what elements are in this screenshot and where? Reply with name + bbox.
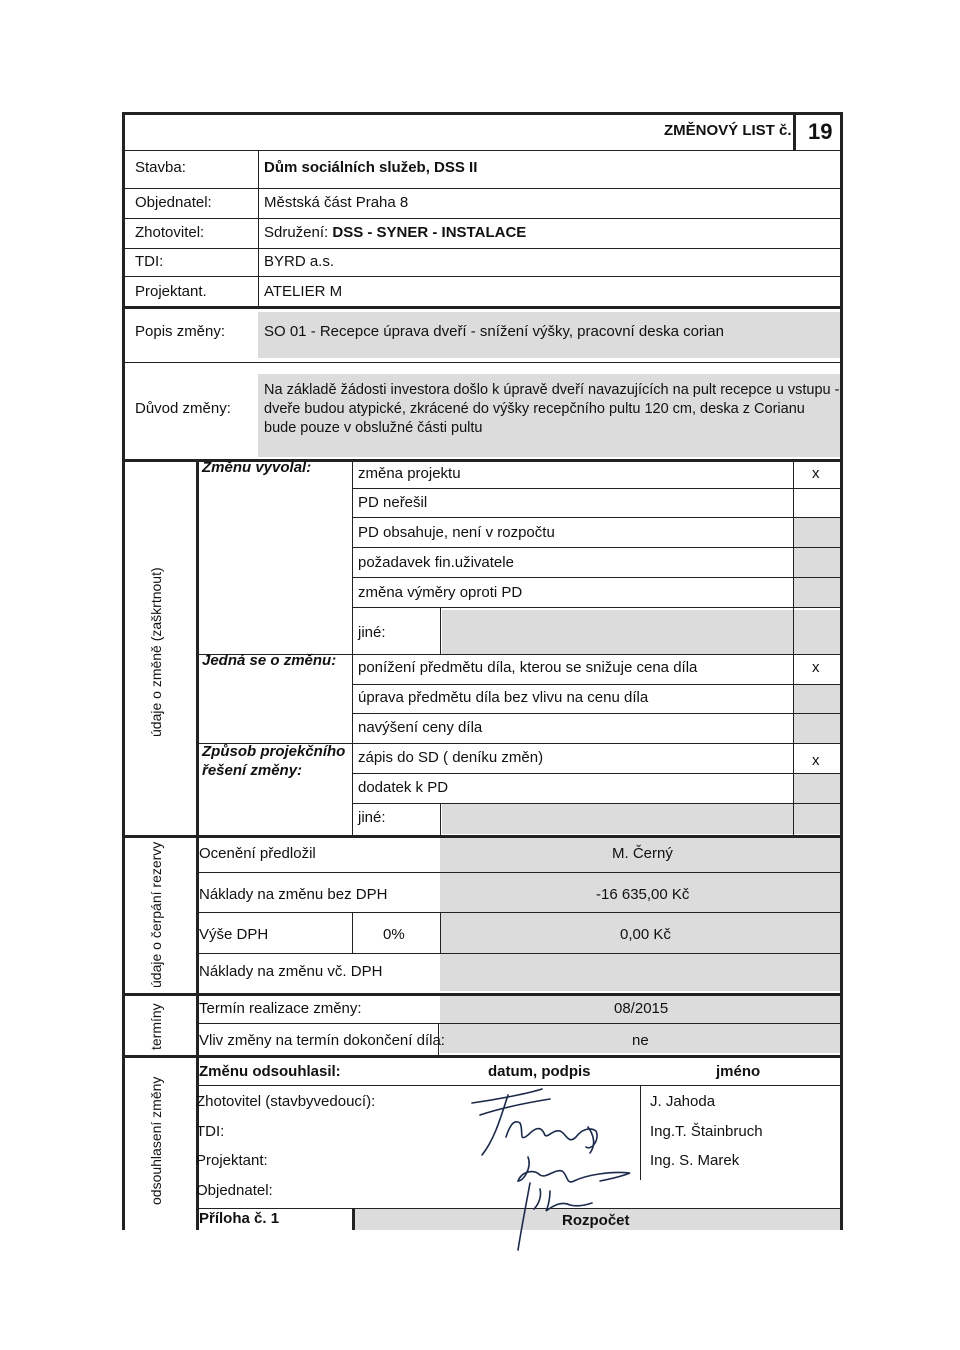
rule [122, 993, 842, 996]
footer-divider [352, 1208, 355, 1230]
checkbox-shade-2 [793, 685, 840, 743]
rule [352, 547, 842, 548]
naklady-bez-label: Náklady na změnu bez DPH [199, 886, 388, 903]
frame-top [122, 112, 843, 115]
rozpocet-label: Rozpočet [562, 1212, 630, 1229]
objednatel-value: Městská část Praha 8 [264, 194, 409, 211]
zhotovitel-name: DSS - SYNER - INSTALACE [332, 224, 527, 241]
rule [196, 1023, 842, 1024]
zhotovitel-value [264, 224, 526, 242]
checkbox-ponizeni[interactable]: x [812, 659, 820, 676]
jine-shade-2 [442, 804, 840, 834]
side-label-odsouhlaseni: odsouhlasení změny [148, 1076, 164, 1205]
col-jmeno: jméno [716, 1063, 761, 1080]
frame-right [840, 112, 843, 1230]
checkbox-shade [793, 517, 840, 607]
col-datum-podpis: datum, podpis [488, 1063, 591, 1080]
option-jine: jiné: [358, 624, 386, 641]
rule [122, 150, 842, 151]
dph-rate-left [352, 912, 353, 953]
number-box-left [793, 112, 796, 150]
dph-value: 0,00 Kč [620, 926, 671, 943]
option-jine-2: jiné: [358, 809, 386, 826]
option-ponizeni: ponížení předmětu díla, kterou se snižuje cena díla [358, 659, 698, 676]
rule [122, 1055, 842, 1058]
rule [352, 773, 842, 774]
rule [196, 912, 842, 913]
option-pd-obsahuje: PD obsahuje, není v rozpočtu [358, 524, 555, 541]
jine-divider-2 [440, 803, 441, 837]
option-dodatek: dodatek k PD [358, 779, 449, 796]
rule [352, 577, 842, 578]
info-divider [258, 150, 259, 306]
projektant-label: Projektant. [135, 283, 207, 300]
rule [122, 276, 842, 277]
rule [122, 306, 842, 309]
oceneni-label: Ocenění předložil [199, 845, 316, 862]
dph-rate: 0% [383, 926, 405, 943]
oceneni-value: M. Černý [612, 845, 673, 862]
priloha-label: Příloha č. 1 [199, 1210, 280, 1227]
option-pd-neresil: PD neřešil [358, 494, 428, 511]
signer-name: J. Jahoda [650, 1093, 716, 1110]
rule [122, 218, 842, 219]
signer-name: Ing.T. Štainbruch [650, 1123, 763, 1140]
zhotovitel-label: Zhotovitel: [135, 224, 205, 241]
tdi-value: BYRD a.s. [264, 253, 335, 270]
duvod-line-3: bude pouze v obslužné části pultu [264, 420, 483, 436]
vliv-value: ne [632, 1032, 649, 1049]
rule [196, 872, 842, 873]
option-navyseni: navýšení ceny díla [358, 719, 483, 736]
rule [352, 607, 842, 608]
dph-label: Výše DPH [199, 926, 269, 943]
odsouhlasil-label: Změnu odsouhlasil: [199, 1063, 341, 1080]
form-number: 19 [808, 119, 833, 144]
jine-shade-1 [442, 610, 840, 654]
side-label-udaje-cerpani: údaje o čerpání rezervy [148, 841, 164, 988]
duvod-line-2: dveře budou atypické, zkrácené do výšky recepčního pultu 120 cm, deska z Corianu [264, 401, 805, 417]
checkbox-column-divider [793, 459, 794, 837]
option-pozadavek: požadavek fin.uživatele [358, 554, 514, 571]
zhotovitel-prefix: Sdružení: [264, 224, 333, 241]
signer-name: Ing. S. Marek [650, 1152, 740, 1169]
vliv-label: Vliv změny na termín dokončení díla: [199, 1032, 445, 1049]
rule [352, 713, 842, 714]
zpusob-label-2: řešení změny: [202, 762, 303, 779]
rule [122, 248, 842, 249]
jine-divider [440, 607, 441, 654]
checkbox-zmena-projektu[interactable]: x [812, 465, 820, 482]
signer-label: Zhotovitel (stavbyvedoucí): [196, 1093, 376, 1110]
realizace-value: 08/2015 [614, 1000, 669, 1017]
option-zapis-sd: zápis do SD ( deníku změn) [358, 749, 544, 766]
stavba-label: Stavba: [135, 159, 186, 176]
duvod-label: Důvod změny: [135, 400, 231, 417]
dph-rate-right [440, 912, 441, 953]
objednatel-label: Objednatel: [135, 194, 212, 211]
stavba-value: Dům sociálních služeb, DSS II [264, 159, 478, 176]
block-label-divider [352, 459, 353, 837]
zpusob-label-1: Způsob projekčního [202, 743, 346, 760]
naklady-vc-label: Náklady na změnu vč. DPH [199, 963, 383, 980]
rule [122, 835, 842, 838]
rule [196, 953, 842, 954]
signer-label: Objednatel: [196, 1182, 273, 1199]
rule [122, 188, 842, 189]
jmeno-divider [640, 1085, 641, 1180]
checkbox-zapis-sd[interactable]: x [812, 752, 820, 769]
checkbox-shade-3 [793, 773, 840, 803]
rule [352, 803, 842, 804]
rule [352, 684, 842, 685]
rule [352, 488, 842, 489]
rule [352, 517, 842, 518]
option-zmena-vymery: změna výměry oproti PD [358, 584, 523, 601]
side-label-udaje-zmene: údaje o změně (zaškrtnout) [148, 567, 164, 737]
frame-left [122, 112, 125, 1230]
popis-value: SO 01 - Recepce úprava dveří - snížení výšky, pracovní deska corian [264, 323, 724, 340]
jedna-se-label: Jedná se o změnu: [202, 652, 337, 669]
realizace-label: Termín realizace změny: [199, 1000, 362, 1017]
naklady-bez-value: -16 635,00 Kč [596, 886, 690, 903]
popis-label: Popis změny: [135, 323, 226, 340]
side-label-terminy: termíny [148, 1003, 164, 1050]
rule [122, 362, 842, 363]
form-title: ZMĚNOVÝ LIST č. [664, 122, 792, 139]
tdi-label: TDI: [135, 253, 164, 270]
projektant-value: ATELIER M [264, 283, 343, 300]
signer-label: Projektant: [196, 1152, 268, 1169]
option-zmena-projektu: změna projektu [358, 465, 461, 482]
zmenu-vyvolal-label: Změnu vyvolal: [202, 459, 312, 476]
signer-label: TDI: [196, 1123, 225, 1140]
option-uprava: úprava předmětu díla bez vlivu na cenu díla [358, 689, 649, 706]
duvod-line-1: Na základě žádosti investora došlo k úpravě dveří navazujících na pult recepce u vstupu - [264, 382, 840, 398]
